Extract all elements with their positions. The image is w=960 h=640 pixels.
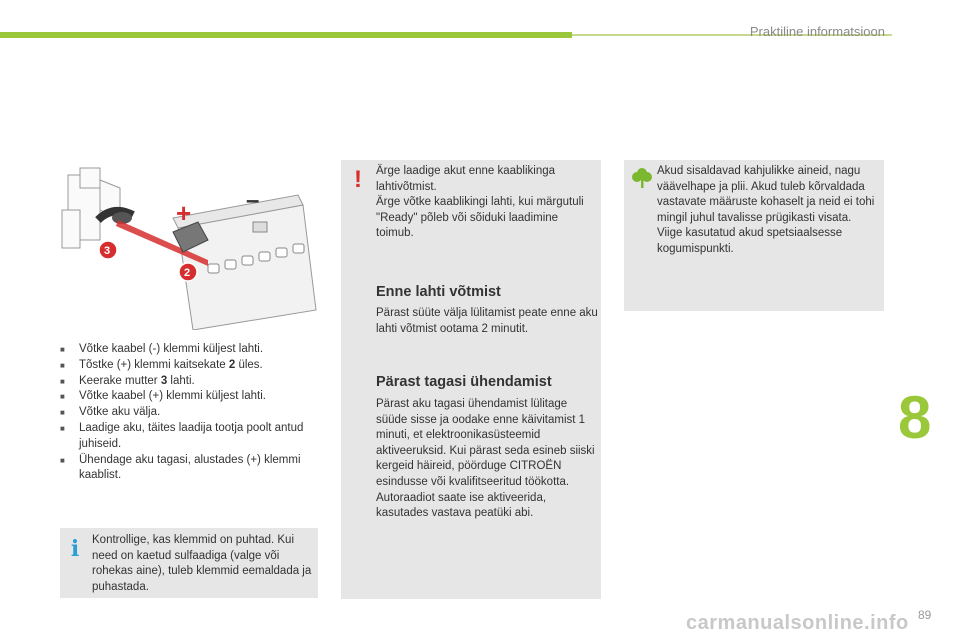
callout-3-label: 3 — [104, 245, 111, 257]
info-icon: i — [70, 536, 80, 562]
plus-sign: + — [176, 198, 192, 228]
bullet-icon: ■ — [60, 455, 65, 465]
callout-2-label: 2 — [184, 267, 191, 279]
bullet-icon: ■ — [60, 423, 65, 433]
list-item: ■ Võtke kaabel (+) klemmi küljest lahti. — [60, 389, 320, 405]
environment-box — [624, 160, 884, 311]
list-item: ■ Laadige aku, täites laadija tootja poolt antud juhiseid. — [60, 421, 304, 450]
bullet-icon: ■ — [60, 345, 65, 354]
bullet-icon: ■ — [60, 360, 65, 370]
battery-illustration — [58, 160, 320, 330]
info-box — [60, 528, 318, 598]
bullet-icon: ■ — [60, 392, 65, 402]
watermark: carmanualsonline.info — [686, 612, 909, 634]
bullet-icon: ■ — [60, 408, 65, 418]
chapter-number: 8 — [898, 384, 932, 451]
section-title-before-disconnect: Enne lahti võtmist — [376, 284, 501, 300]
middle-column-panel — [341, 160, 601, 599]
section-text-before-disconnect: Pärast süüte välja lülitamist peate enne aku lahti võtmist ootama 2 minutit. — [376, 307, 598, 335]
list-item: ■ Tõstke (+) klemmi kaitsekate 2 üles. — [60, 358, 320, 374]
list-item: ■ Ühendage aku tagasi, alustades (+) klemmi kaablist. — [60, 453, 301, 482]
bullet-icon: ■ — [60, 376, 65, 386]
minus-sign: – — [246, 187, 260, 214]
page-header-title: Praktiline informatsioon — [749, 24, 885, 39]
steps-list — [60, 342, 320, 484]
environment-text: Akud sisaldavad kahjulikke aineid, nagu väävelhape ja plii. Akud tuleb kõrvaldada vastavate määruste kohaselt ja neid ei tohi mingil juhul tavalisse prügikasti visata. Viige kasutatud akud spetsiaalsesse kogumispunkti. — [657, 165, 875, 255]
header-accent-bar — [0, 32, 572, 38]
warning-icon: ! — [354, 166, 362, 193]
section-title-after-reconnect: Pärast tagasi ühendamist — [376, 374, 552, 390]
page-number: 89 — [918, 608, 932, 622]
tree-icon — [630, 166, 654, 190]
section-text-after-reconnect: Pärast aku tagasi ühendamist lülitage süüde sisse ja oodake enne käivitamist 1 minuti, et elektroonikasüsteemid aktiveeruksid. Kui pärast seda esineb siiski kergeid häireid, pöörduge CITROËN esindusse või kvalifitseeritud töökotta. Autoraadiot saate ise aktiveerida, kasutades vastava peatüki abi. — [376, 398, 595, 520]
list-item: ■ Võtke kaabel (-) klemmi küljest lahti. — [60, 342, 320, 358]
warning-text: Ärge laadige akut enne kaablikinga lahtivõtmist. Ärge võtke kaablikingi lahti, kui märgutuli "Ready" põleb või sõiduki laadimine toimub. — [376, 165, 584, 240]
info-text: Kontrollige, kas klemmid on puhtad. Kui need on kaetud sulfaadiga (valge või rohekas aine), tuleb klemmid eemaldada ja puhastada. — [92, 534, 312, 593]
list-item: ■ Keerake mutter 3 lahti. — [60, 374, 320, 390]
list-item: ■ Võtke aku välja. — [60, 405, 320, 421]
